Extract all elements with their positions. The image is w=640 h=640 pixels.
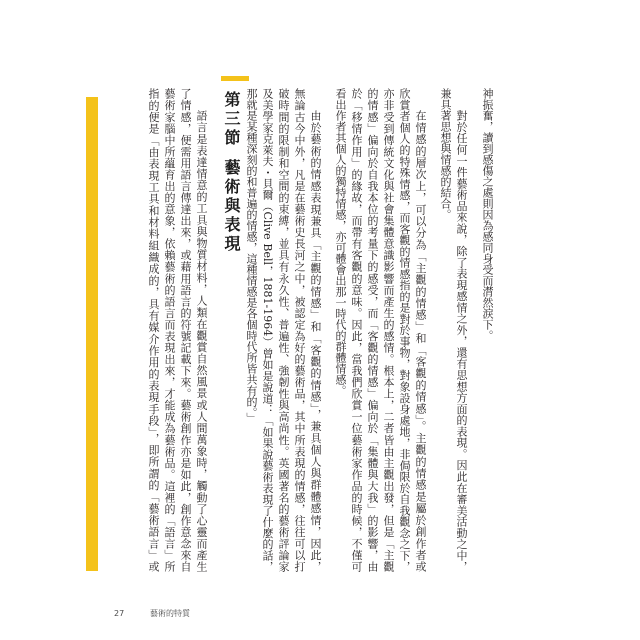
running-title: 藝術的特質 [150, 609, 190, 618]
text-column: 對於任何一件藝術品來說，除了表現感情之外，還有思想方面的表現。因此在審美活動之中， [455, 110, 468, 572]
page-number: 27 [114, 609, 125, 618]
text-column: 那就是某種深刻的和普遍的情感，這種情感是各個時代所皆共有的。」 [245, 88, 258, 424]
text-column: 的情感」偏向於自我本位的考量下的感受，而「客觀的情感」偏向於「集體與大我」的影響，由 [366, 88, 379, 572]
text-column: 亦非受到傳統文化與社會集體意識影響而產生的感情。根本上，二者皆由主觀出發，但是「主觀 [382, 88, 395, 572]
text-column: 由於藝術的情感表現兼具「主觀的情感」和「客觀的情感」，兼具個人與群體感情，因此， [309, 110, 322, 572]
text-column: 欣賞者個人的特殊情感，而客觀的情感指的是對於事物，對象設身處地，非侷限於自我觀念之下， [398, 88, 411, 572]
text-column: 語言是表達情意的工具與物質材料，人類在觀賞自然風景或人間萬象時，觸動了心靈而產生 [195, 110, 208, 572]
heading-accent-bar [221, 76, 249, 81]
text-column: 藝術家腦中所蘊育出的意象，依賴藝術的語言而表現出來，才能成為藝術品。這裡的「語言」所 [163, 88, 176, 572]
text-column: 破時間的限制和空間的束縛，並具有永久性、普遍性、強韌性與高尚性。英國著名的藝術評論家 [277, 88, 290, 572]
section-heading [220, 91, 242, 291]
text-column: 神振奮，讀到感傷之處則因為感同身受而潸然淚下。 [481, 88, 494, 341]
section-title: 藝術與表現 [222, 159, 241, 254]
text-column: 兼具著思想與情感的結合。 [439, 88, 452, 220]
text-column: 無論古今中外，凡是在藝術史長河之中，被認定為好的藝術品，其中所表現的情感，往往可以打 [293, 88, 306, 572]
text-column: 於「移情作用」的緣故，而帶有客觀的意味。因此，當我們欣賞一位藝術家作品的時候，不僅可 [350, 88, 363, 572]
text-column: 在情感的層次上，可以分為「主觀的情感」和「客觀的情感」。主觀的情感是屬於創作者或 [414, 110, 427, 572]
section-number: 第三節 [222, 91, 241, 148]
text-column: 及美學家克萊夫・貝爾（Clive Bell，1881-1964）曾如是說道：「如果說藝術表現了什麼的話， [261, 88, 274, 572]
text-column: 了情感，便需用語言傳達出來，或藉用語言的符號記載下來。藝術創作亦是如此，創作意念來自 [179, 88, 192, 572]
text-column: 指的便是「由表現工具和材料組織成的，具有媒介作用的表現手段」，即所謂的「藝術語言」或 [147, 88, 160, 572]
text-column: 看出作者其個人的獨特情感，亦可體會出那一時代的群體情感。 [334, 88, 347, 396]
side-accent-bar [86, 97, 98, 571]
